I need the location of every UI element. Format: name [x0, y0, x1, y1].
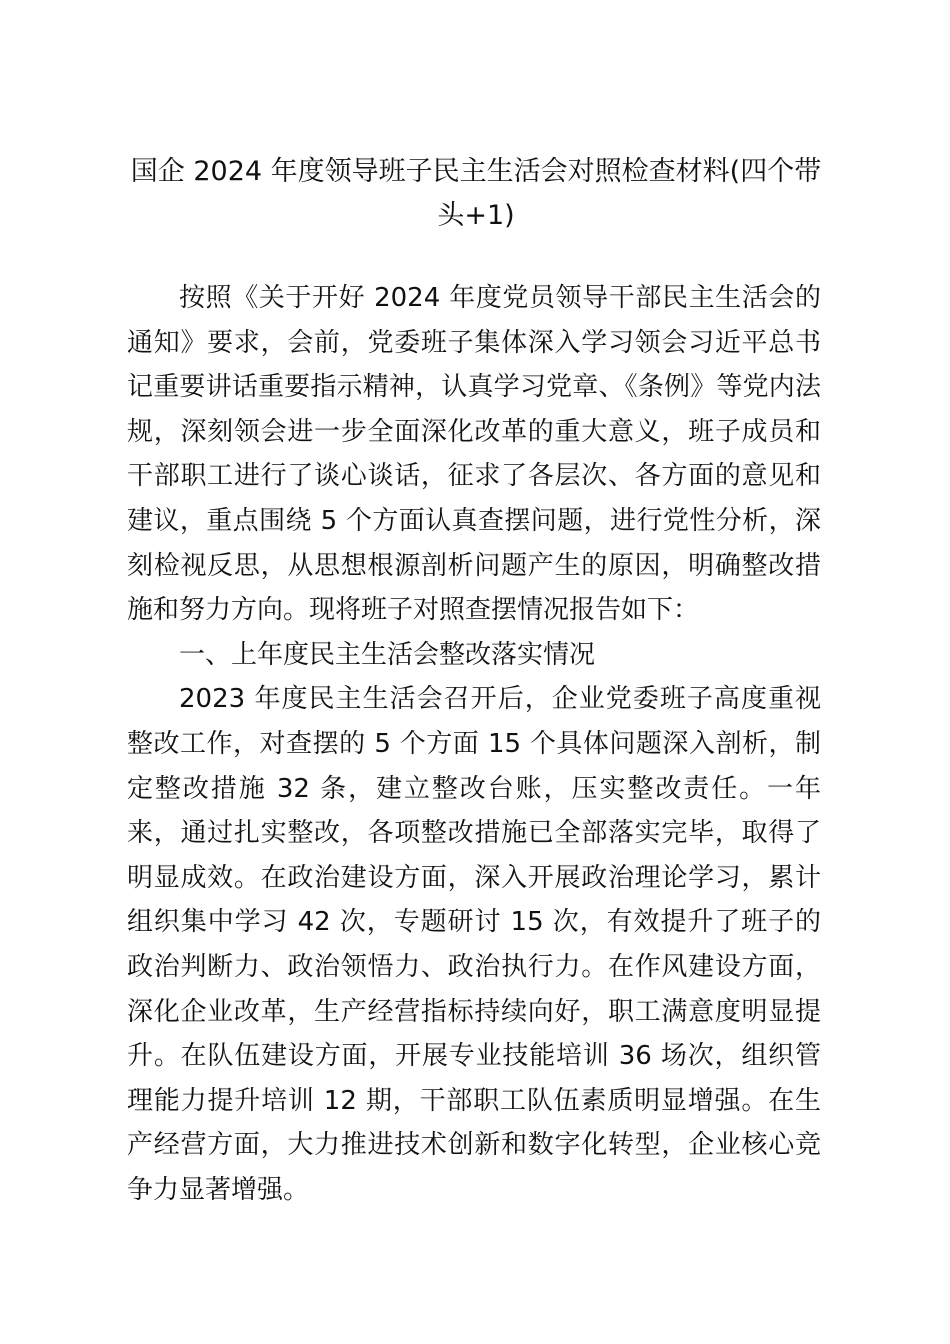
- intro-paragraph: 按照《关于开好 2024 年度党员领导干部民主生活会的通知》要求，会前，党委班子集体深入学习领会习近平总书记重要讲话重要指示精神，认真学习党章、《条例》等党内法规，深刻领会进一步全面深化改革的重大意义，班子成员和干部职工进行了谈心谈话，征求了各层次、各方面的意见和建议，重点围绕 5 个方面认真查摆问题，进行党性分析，深刻检视反思，从思想根源剖析问题产生的原因，明确整改措施和努力方向。现将班子对照查摆情况报告如下：: [127, 283, 821, 626]
- document-title: 国企 2024 年度领导班子民主生活会对照检查材料(四个带头+1): [130, 156, 822, 231]
- document-body: [127, 276, 821, 1212]
- section-heading: 一、上年度民主生活会整改落实情况: [179, 639, 596, 670]
- body-paragraph: 2023 年度民主生活会召开后，企业党委班子高度重视整改工作，对查摆的 5 个方面 15 个具体问题深入剖析，制定整改措施 32 条，建立整改台账，压实整改责任。一年来，通过扎实整改，各项整改措施已全部落实完毕，取得了明显成效。在政治建设方面，深入开展政治理论学习，累计组织集中学习 42 次，专题研讨 15 次，有效提升了班子的政治判断力、政治领悟力、政治执行力。在作风建设方面，深化企业改革，生产经营指标持续向好，职工满意度明显提升。在队伍建设方面，开展专业技能培训 36 场次，组织管理能力提升培训 12 期，干部职工队伍素质明显增强。在生产经营方面，大力推进技术创新和数字化转型，企业核心竞争力显著增强。: [127, 684, 821, 1205]
